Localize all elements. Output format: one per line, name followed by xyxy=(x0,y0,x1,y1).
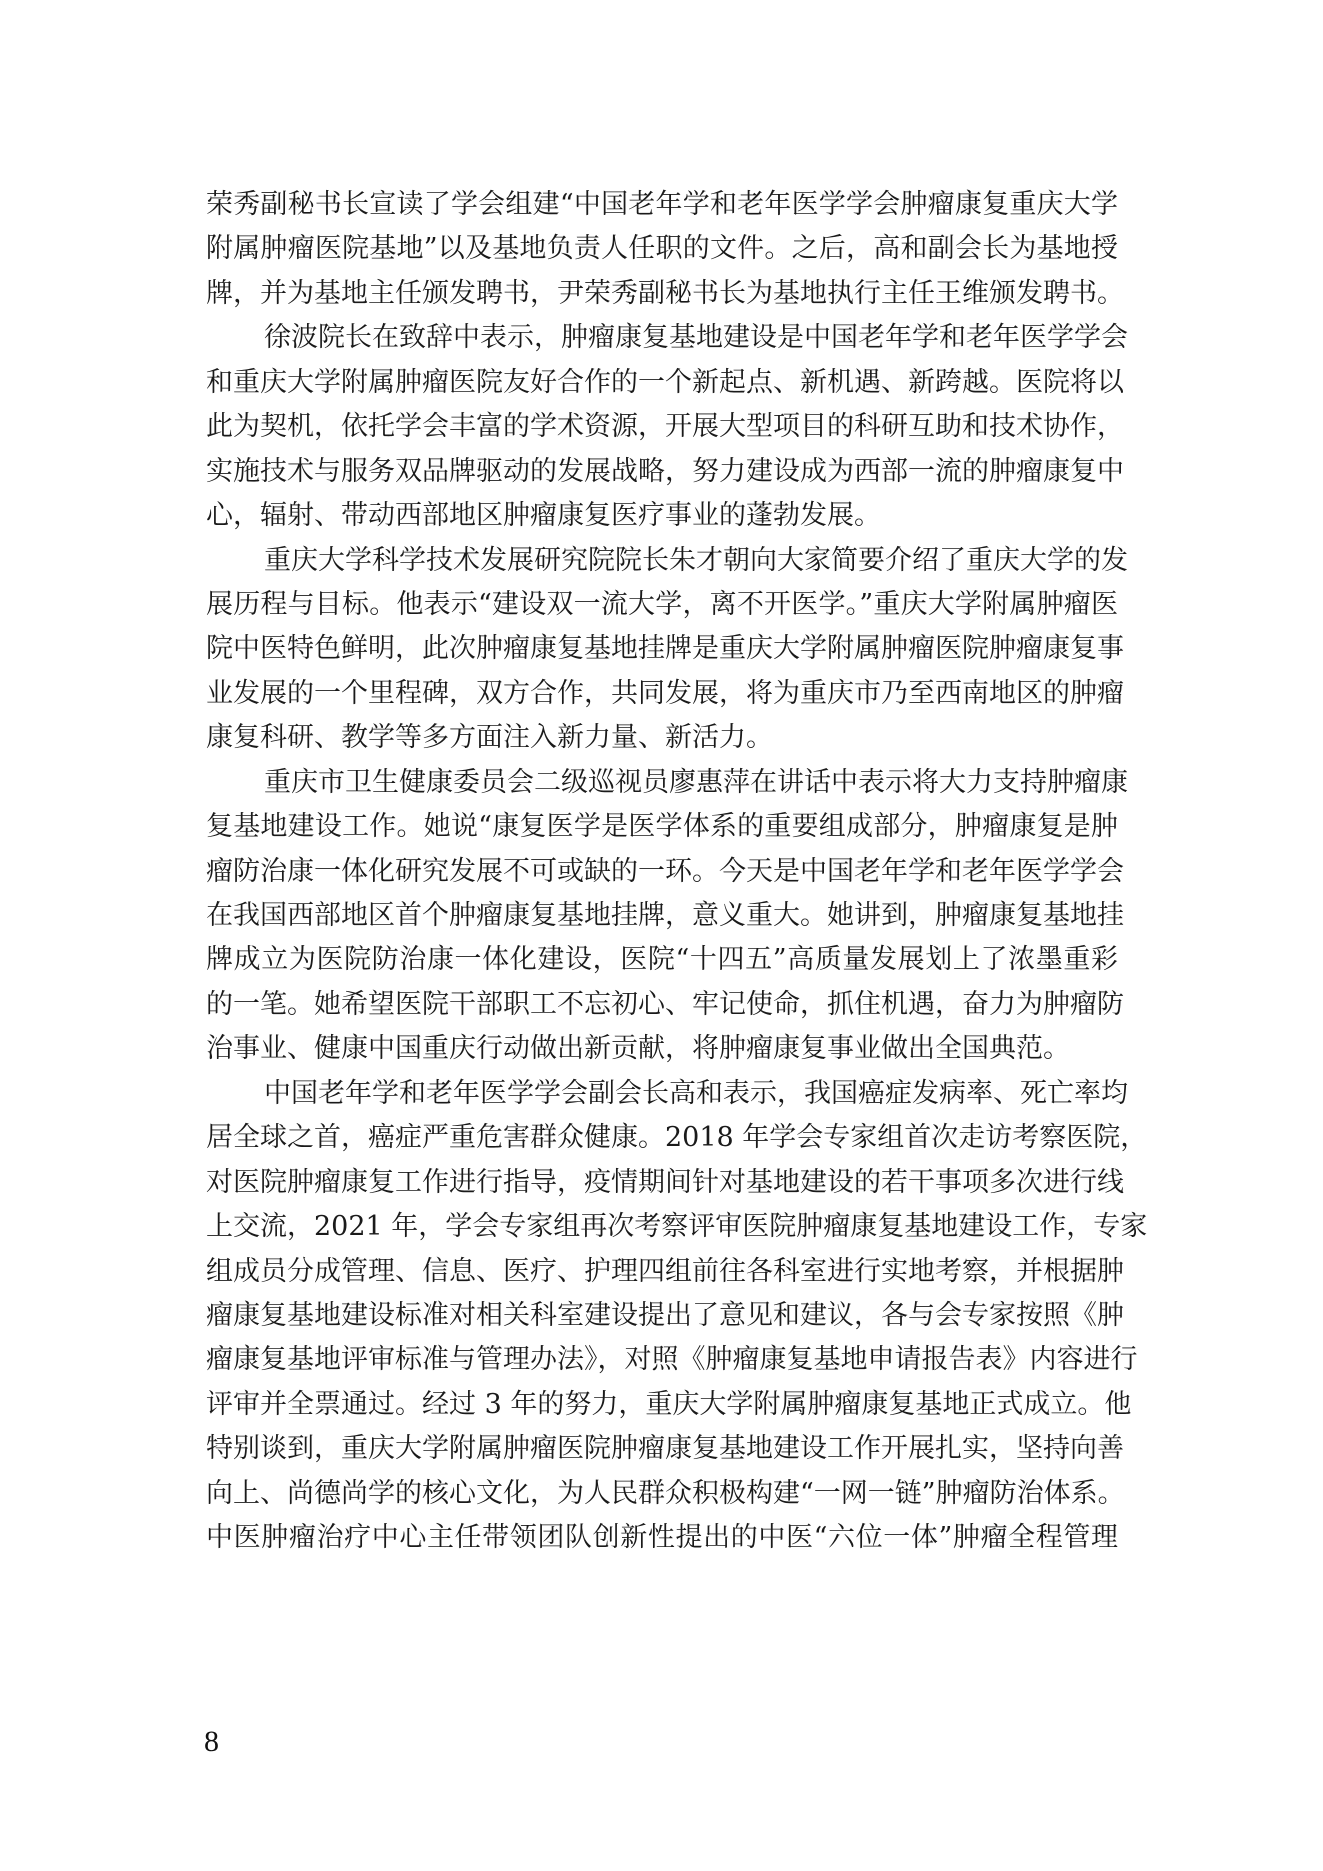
page-number: 8 xyxy=(204,1725,219,1758)
text-line: 业发展的一个里程碑，双方合作，共同发展，将为重庆市乃至西南地区的肿瘤 xyxy=(206,677,1124,709)
text-line: 和重庆大学附属肿瘤医院友好合作的一个新起点、新机遇、新跨越。医院将以 xyxy=(206,366,1124,398)
text-line: 院中医特色鲜明，此次肿瘤康复基地挂牌是重庆大学附属肿瘤医院肿瘤康复事 xyxy=(206,633,1124,665)
paragraph-2 xyxy=(206,316,1128,538)
paragraph-4 xyxy=(206,761,1128,1072)
text-line: 的一笔。她希望医院干部职工不忘初心、牢记使命，抓住机遇，奋力为肿瘤防 xyxy=(206,988,1124,1020)
paragraph-3 xyxy=(206,539,1128,761)
text-line: 上交流，2021 年，学会专家组再次考察评审医院肿瘤康复基地建设工作，专家 xyxy=(206,1211,1148,1243)
text-line: 瘤防治康一体化研究发展不可或缺的一环。今天是中国老年学和老年医学学会 xyxy=(206,855,1124,887)
text-line: 居全球之首，癌症严重危害群众健康。2018 年学会专家组首次走访考察医院， xyxy=(206,1122,1148,1154)
paragraph-1 xyxy=(206,183,1124,316)
text-line: 瘤康复基地建设标准对相关科室建设提出了意见和建议，各与会专家按照《肿 xyxy=(206,1299,1124,1331)
text-line: 重庆大学科学技术发展研究院院长朱才朝向大家简要介绍了重庆大学的发 xyxy=(264,544,1128,576)
text-line: 中国老年学和老年医学学会副会长高和表示，我国癌症发病率、死亡率均 xyxy=(264,1077,1128,1109)
text-line: 此为契机，依托学会丰富的学术资源，开展大型项目的科研互助和技术协作， xyxy=(206,411,1124,443)
text-line: 治事业、健康中国重庆行动做出新贡献，将肿瘤康复事业做出全国典范。 xyxy=(206,1033,1070,1065)
text-line: 荣秀副秘书长宣读了学会组建“中国老年学和老年医学学会肿瘤康复重庆大学 xyxy=(206,189,1118,220)
text-line: 重庆市卫生健康委员会二级巡视员廖惠萍在讲话中表示将大力支持肿瘤康 xyxy=(264,766,1128,798)
text-line: 复基地建设工作。她说“康复医学是医学体系的重要组成部分，肿瘤康复是肿 xyxy=(206,811,1118,843)
text-line: 对医院肿瘤康复工作进行指导，疫情期间针对基地建设的若干事项多次进行线 xyxy=(206,1166,1124,1198)
text-line: 向上、尚德尚学的核心文化，为人民群众积极构建“一网一链”肿瘤防治体系。 xyxy=(206,1477,1125,1509)
text-line: 心，辐射、带动西部地区肿瘤康复医疗事业的蓬勃发展。 xyxy=(206,500,881,532)
body-text xyxy=(206,183,1148,1561)
text-line: 特别谈到，重庆大学附属肿瘤医院肿瘤康复基地建设工作开展扎实，坚持向善 xyxy=(206,1433,1124,1465)
text-line: 评审并全票通过。经过 3 年的努力，重庆大学附属肿瘤康复基地正式成立。他 xyxy=(206,1388,1132,1420)
text-line: 实施技术与服务双品牌驱动的发展战略，努力建设成为西部一流的肿瘤康复中 xyxy=(206,455,1124,487)
text-line: 徐波院长在致辞中表示，肿瘤康复基地建设是中国老年学和老年医学学会 xyxy=(264,322,1128,354)
text-line: 展历程与目标。他表示“建设双一流大学，离不开医学。”重庆大学附属肿瘤医 xyxy=(206,588,1118,620)
text-line: 在我国西部地区首个肿瘤康复基地挂牌，意义重大。她讲到，肿瘤康复基地挂 xyxy=(206,900,1124,931)
text-line: 瘤康复基地评审标准与管理办法》，对照《肿瘤康复基地申请报告表》内容进行 xyxy=(206,1344,1138,1376)
text-line: 附属肿瘤医院基地”以及基地负责人任职的文件。之后，高和副会长为基地授 xyxy=(206,233,1118,265)
text-line: 康复科研、教学等多方面注入新力量、新活力。 xyxy=(206,722,773,754)
text-line: 牌，并为基地主任颁发聘书，尹荣秀副秘书长为基地执行主任王维颁发聘书。 xyxy=(206,277,1124,309)
text-line: 牌成立为医院防治康一体化建设，医院“十四五”高质量发展划上了浓墨重彩 xyxy=(206,944,1118,976)
text-line: 中医肿瘤治疗中心主任带领团队创新性提出的中医“六位一体”肿瘤全程管理 xyxy=(206,1522,1118,1554)
paragraph-5 xyxy=(206,1072,1148,1561)
text-line: 组成员分成管理、信息、医疗、护理四组前往各科室进行实地考察，并根据肿 xyxy=(206,1255,1124,1287)
